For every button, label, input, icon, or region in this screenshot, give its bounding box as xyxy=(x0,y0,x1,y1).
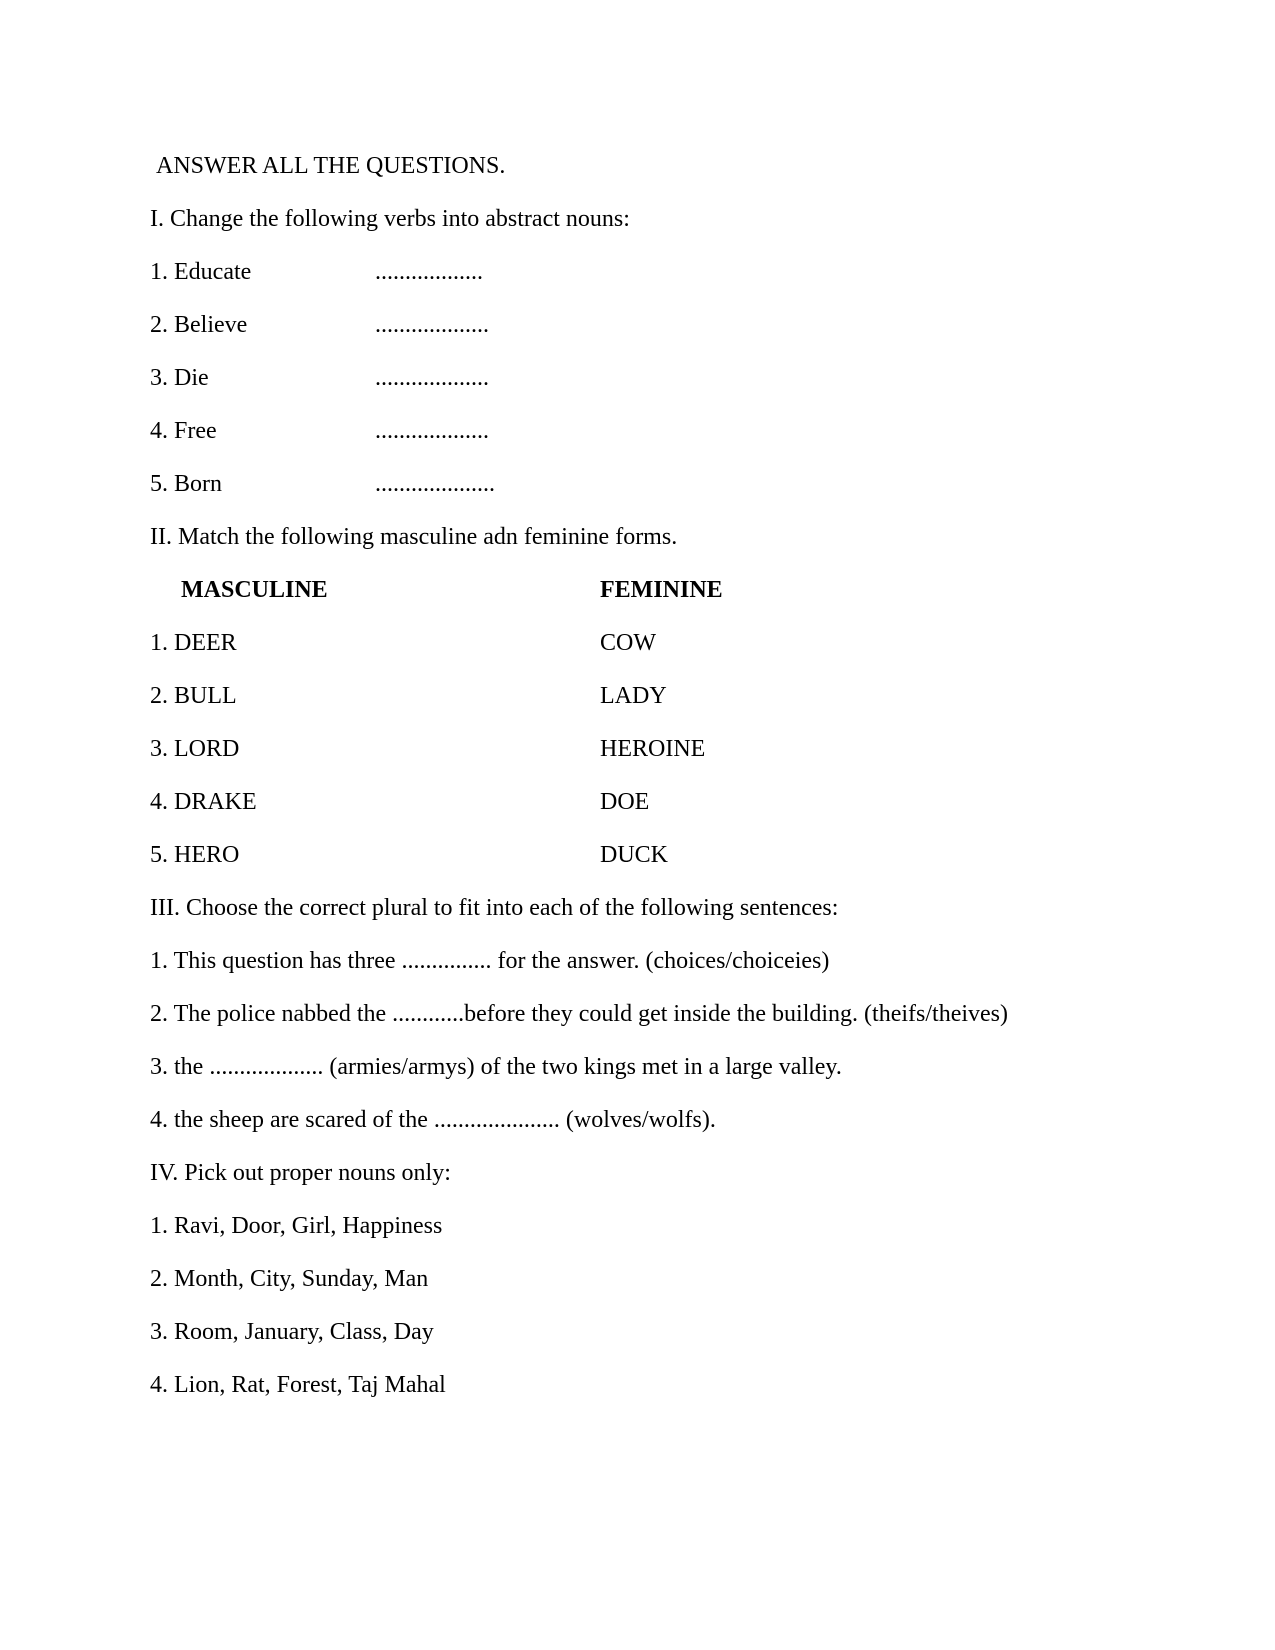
section1-item-label: 3. Die xyxy=(150,365,209,391)
feminine-item: DUCK xyxy=(600,842,669,868)
section1-item-label: 5. Born xyxy=(150,471,222,497)
feminine-column-header: FEMININE xyxy=(600,577,723,603)
section3-sentence: 1. This question has three ............... for the answer. (choices/choiceies) xyxy=(150,948,830,974)
section3-sentence: 4. the sheep are scared of the ..................... (wolves/wolfs). xyxy=(150,1107,716,1133)
section4-item: 4. Lion, Rat, Forest, Taj Mahal xyxy=(150,1372,446,1398)
section4-heading: IV. Pick out proper nouns only: xyxy=(150,1160,451,1186)
section1-item-label: 1. Educate xyxy=(150,259,252,285)
masculine-item: 1. DEER xyxy=(150,630,237,656)
masculine-item: 4. DRAKE xyxy=(150,789,257,815)
instructions-header: ANSWER ALL THE QUESTIONS. xyxy=(156,153,506,179)
feminine-item: LADY xyxy=(600,683,667,709)
section4-item: 3. Room, January, Class, Day xyxy=(150,1319,434,1345)
section1-item-blank: ................... xyxy=(375,418,489,444)
section4-item: 2. Month, City, Sunday, Man xyxy=(150,1266,429,1292)
section1-item-blank: .................... xyxy=(375,471,495,497)
section1-item-blank: ................... xyxy=(375,365,489,391)
section1-item-label: 2. Believe xyxy=(150,312,248,338)
section3-heading: III. Choose the correct plural to fit into each of the following sentences: xyxy=(150,895,839,921)
section4-item: 1. Ravi, Door, Girl, Happiness xyxy=(150,1213,443,1239)
section1-item-blank: ................... xyxy=(375,312,489,338)
masculine-item: 5. HERO xyxy=(150,842,240,868)
section1-heading: I. Change the following verbs into abstract nouns: xyxy=(150,206,630,232)
feminine-item: DOE xyxy=(600,789,650,815)
feminine-item: COW xyxy=(600,630,656,656)
section2-heading: II. Match the following masculine adn feminine forms. xyxy=(150,524,678,550)
section1-item-blank: .................. xyxy=(375,259,483,285)
section3-sentence: 3. the ................... (armies/armys) of the two kings met in a large valley. xyxy=(150,1054,842,1080)
masculine-column-header: MASCULINE xyxy=(181,577,328,603)
feminine-item: HEROINE xyxy=(600,736,706,762)
masculine-item: 3. LORD xyxy=(150,736,240,762)
masculine-item: 2. BULL xyxy=(150,683,237,709)
section3-sentence: 2. The police nabbed the ............before they could get inside the building. (theifs/theives) xyxy=(150,1001,1008,1027)
section1-item-label: 4. Free xyxy=(150,418,217,444)
